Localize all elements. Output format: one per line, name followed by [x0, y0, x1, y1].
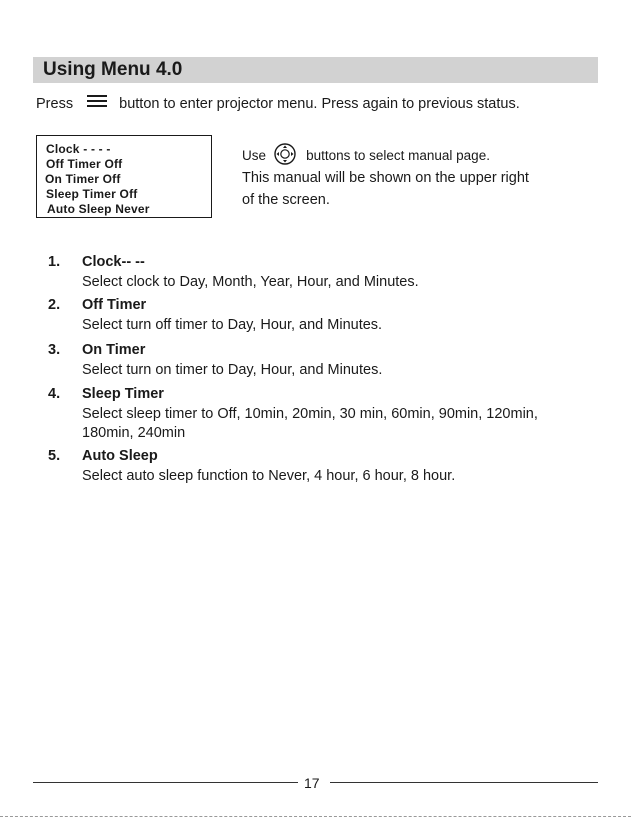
menu-screen-box: [36, 135, 212, 218]
bottom-dashed-divider: [0, 816, 631, 817]
page-title: Using Menu 4.0: [43, 59, 183, 80]
item-description: Select turn on timer to Day, Hour, and Minutes.: [82, 362, 383, 378]
page-number: 17: [304, 775, 320, 791]
item-heading: Sleep Timer: [82, 386, 164, 402]
intro-before: Press: [36, 96, 74, 112]
intro-after: button to enter projector menu. Press again to previous status.: [119, 96, 520, 112]
item-number: 2.: [48, 297, 61, 313]
item-description: Select sleep timer to Off, 10min, 20min, 30 min, 60min, 90min, 120min, 180min, 240min: [82, 406, 538, 441]
item-number: 1.: [48, 254, 61, 270]
item-description: Select auto sleep function to Never, 4 hour, 6 hour, 8 hour.: [82, 468, 456, 484]
menu-icon: [87, 95, 107, 109]
item-heading: Off Timer: [82, 297, 147, 313]
item-description: Select clock to Day, Month, Year, Hour, and Minutes.: [82, 274, 419, 290]
side-instructions: [242, 143, 529, 211]
side-line-2: This manual will be shown on the upper right: [242, 170, 529, 186]
navigation-pad-icon: [274, 143, 296, 165]
footer-rule-right: [330, 782, 598, 783]
item-heading: Auto Sleep: [82, 448, 158, 464]
item-heading: On Timer: [82, 342, 146, 358]
use-label: Use: [242, 148, 267, 163]
footer-rule-left: [33, 782, 298, 783]
section-header: [33, 57, 598, 83]
side-line-3: of the screen.: [242, 192, 330, 208]
item-description: Select turn off timer to Day, Hour, and Minutes.: [82, 317, 383, 333]
item-heading: Clock-- --: [82, 254, 145, 270]
menu-line-on-timer: On Timer Off: [45, 172, 121, 186]
menu-line-clock: Clock - - - -: [46, 142, 111, 156]
menu-line-auto-sleep: Auto Sleep Never: [47, 202, 150, 216]
intro-text: [36, 95, 520, 112]
buttons-text: buttons to select manual page.: [306, 148, 490, 163]
menu-line-sleep-timer: Sleep Timer Off: [46, 187, 138, 201]
item-number: 3.: [48, 342, 61, 358]
item-number: 5.: [48, 448, 61, 464]
item-number: 4.: [48, 386, 61, 402]
menu-line-off-timer: Off Timer Off: [46, 157, 123, 171]
